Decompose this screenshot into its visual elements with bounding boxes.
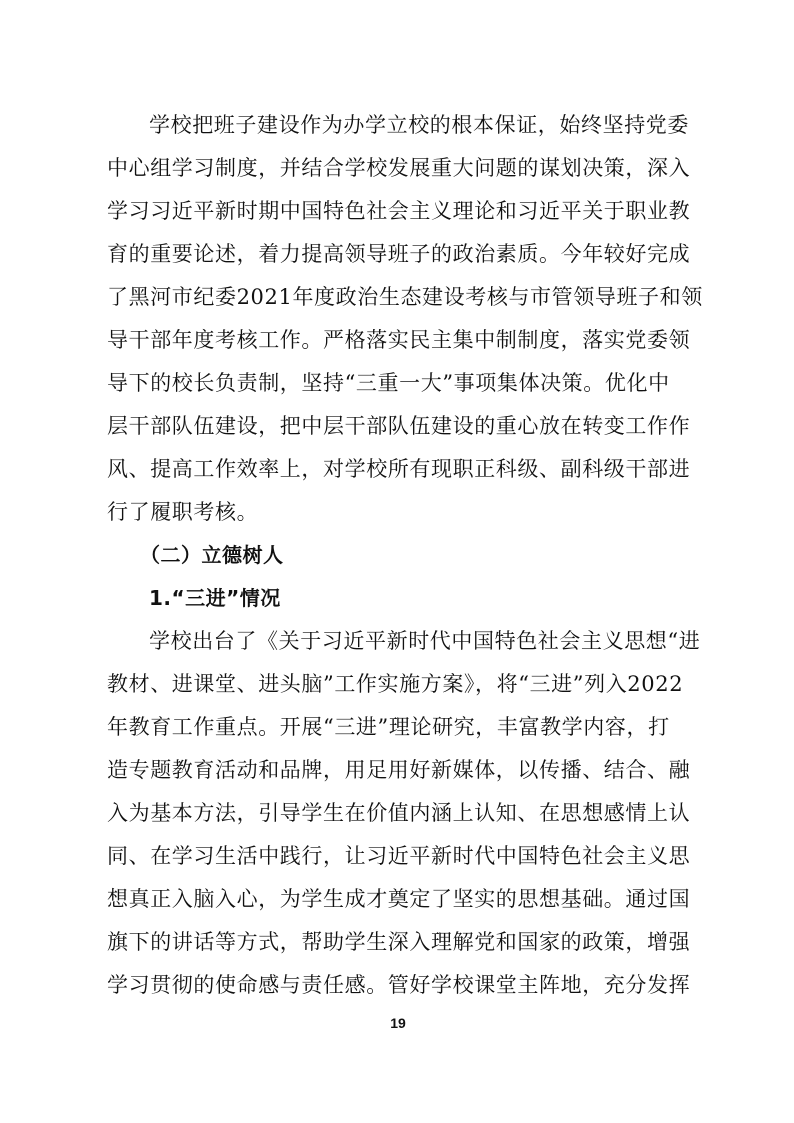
section-heading: （二）立德树人 [140, 543, 284, 567]
subsection-heading: 1.“三进”情况 [149, 586, 281, 610]
paragraph-1-line-7: 导下的校长负责制，坚持“三重一大”事项集体决策。优化中 [107, 371, 670, 395]
paragraph-2-line-3: 年教育工作重点。开展“三进”理论研究，丰富教学内容，打 [107, 715, 670, 739]
paragraph-1-line-4: 育的重要论述，着力提高领导班子的政治素质。今年较好完成 [107, 242, 691, 266]
paragraph-1-line-8: 层干部队伍建设，把中层干部队伍建设的重心放在转变工作作 [107, 414, 691, 438]
paragraph-1-line-6: 导干部年度考核工作。严格落实民主集中制制度，落实党委领 [107, 328, 691, 352]
paragraph-2-line-7: 想真正入脑入心，为学生成才奠定了坚实的思想基础。通过国 [107, 887, 691, 911]
page-number: 19 [390, 1015, 406, 1031]
paragraph-1-line-1: 学校把班子建设作为办学立校的根本保证，始终坚持党委 [149, 113, 689, 137]
paragraph-1-line-10: 行了履职考核。 [107, 500, 259, 524]
paragraph-2-line-8: 旗下的讲话等方式，帮助学生深入理解党和国家的政策，增强 [107, 930, 691, 954]
paragraph-2-line-5: 入为基本方法，引导学生在价值内涵上认知、在思想感情上认 [107, 801, 691, 825]
paragraph-2-line-6: 同、在学习生活中践行，让习近平新时代中国特色社会主义思 [107, 844, 691, 868]
paragraph-2-line-9: 学习贯彻的使命感与责任感。管好学校课堂主阵地，充分发挥 [107, 973, 691, 997]
paragraph-2-line-1: 学校出台了《关于习近平新时代中国特色社会主义思想“进 [149, 629, 701, 653]
paragraph-1-line-5: 了黑河市纪委2021年度政治生态建设考核与市管领导班子和领 [107, 285, 703, 309]
paragraph-2-line-2: 教材、进课堂、进头脑”工作实施方案》，将“三进”列入2022 [107, 672, 684, 696]
paragraph-1-line-3: 学习习近平新时期中国特色社会主义理论和习近平关于职业教 [107, 199, 691, 223]
paragraph-1-line-2: 中心组学习制度，并结合学校发展重大问题的谋划决策，深入 [107, 156, 691, 180]
paragraph-2-line-4: 造专题教育活动和品牌，用足用好新媒体，以传播、结合、融 [107, 758, 691, 782]
paragraph-1-line-9: 风、提高工作效率上，对学校所有现职正科级、副科级干部进 [107, 457, 691, 481]
